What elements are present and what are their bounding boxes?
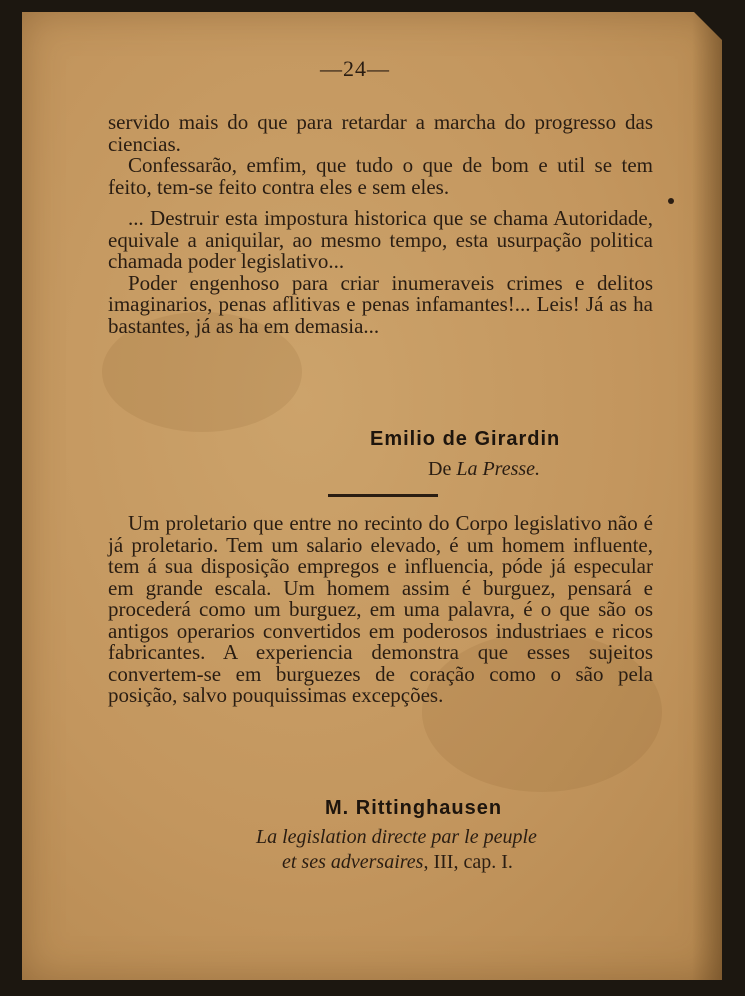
source-citation: La legislation directe par le peuple <box>256 826 537 848</box>
page-corner <box>694 12 722 40</box>
passage-girardin <box>108 112 653 337</box>
passage-rittinghausen: Um proletario que entre no recinto do Corpo legislativo não é já proletario. Tem um salario elevado, é um homem influente, tem á sua disposição empregos e influencia, póde já especular em grande escala. Um homem assim é burguez, pensará e procederá como um burguez, em uma palavra, é o que são os antigos operarios convertidos em poderosos industriaes e ricos fabricantes. A experiencia demonstra que esses sujeitos convertem-se em burguezes de coração como o são pela posição, salvo pouquissimas excepções. <box>108 511 653 707</box>
source-citation-cont <box>282 851 513 874</box>
page-number: —24— <box>320 56 390 81</box>
paragraph: ... Destruir esta impostura historica que se chama Autoridade, equivale a aniquilar, ao mesmo tempo, esta usurpação politica chamada poder legislativo... <box>108 206 653 273</box>
source-title: La Presse. <box>456 458 541 480</box>
paragraph: servido mais do que para retardar a marcha do progresso das ciencias. <box>108 110 653 156</box>
author-name: Emilio de Girardin <box>370 428 561 450</box>
author-name: M. Rittinghausen <box>325 797 503 819</box>
paragraph: Poder engenhoso para criar inumeraveis crimes e delitos imaginarios, penas aflitivas e penas infamantes!... Leis! Já as ha bastantes, já as ha em demasia... <box>108 270 653 338</box>
source-chapter: , III, cap. I. <box>423 851 513 873</box>
source-citation <box>428 458 540 481</box>
paragraph: Confessarão, emfim, que tudo o que de bom e util se tem feito, tem-se feito contra eles e sem eles. <box>108 153 653 199</box>
source-prefix: De <box>428 458 457 480</box>
section-divider <box>328 494 438 497</box>
page-edge-shadow <box>692 12 722 980</box>
source-title: et ses adversaires <box>282 851 424 873</box>
margin-mark <box>668 198 674 204</box>
